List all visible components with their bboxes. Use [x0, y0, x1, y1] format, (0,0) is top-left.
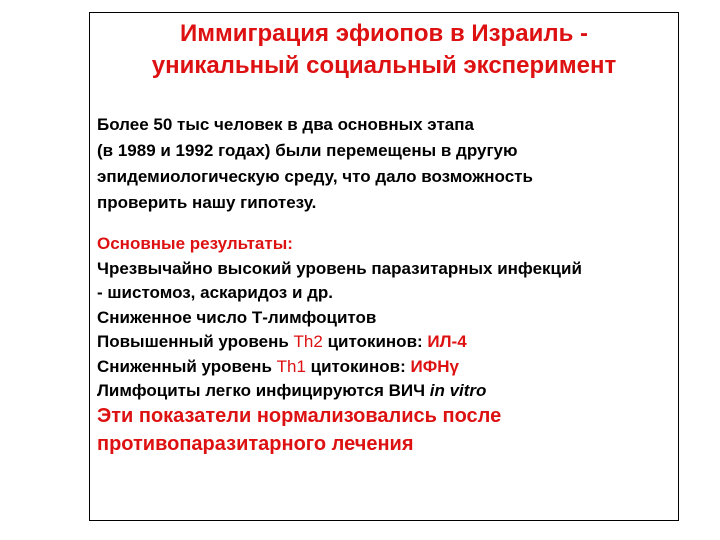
line5-middle: цитокинов: [305, 356, 411, 376]
intro-line-4: проверить нашу гипотезу. [97, 193, 317, 212]
results-heading: Основные результаты: [97, 234, 293, 253]
results-section [97, 232, 582, 404]
line4-middle: цитокинов: [322, 332, 428, 351]
results-line-1: Чрезвычайно высокий уровень паразитарных инфекций [97, 258, 582, 278]
results-line-3: Сниженное число Т-лимфоцитов [97, 307, 377, 327]
results-line-2: - шистомоз, аскаридоз и др. [97, 283, 334, 302]
in-vitro-label: in vitro [429, 381, 487, 400]
il4-label: ИЛ-4 [427, 332, 467, 351]
intro-line-3: эпидемиологическую среду, что дало возможность [97, 167, 533, 186]
title-line-2: уникальный социальный эксперимент [151, 52, 617, 79]
slide-title [92, 18, 676, 82]
line6-prefix: Лимфоциты легко инфицируются ВИЧ [97, 381, 430, 400]
line4-prefix: Повышенный уровень [97, 332, 294, 351]
ifn-label: ИФНγ [410, 356, 459, 376]
conclusion-line-1: Эти показатели нормализовались после [97, 405, 502, 427]
results-line-6 [97, 379, 582, 404]
conclusion [97, 402, 501, 458]
results-line-5 [97, 355, 582, 380]
line5-prefix: Сниженный уровень [97, 356, 277, 376]
th2-label: Th2 [293, 332, 323, 351]
results-line-4 [97, 330, 582, 355]
th1-label: Th1 [276, 356, 306, 376]
conclusion-line-2: противопаразитарного лечения [97, 433, 414, 455]
title-line-1: Иммиграция эфиопов в Израиль - [180, 20, 588, 47]
intro-paragraph [97, 112, 533, 216]
intro-line-1: Более 50 тыс человек в два основных этапа [97, 115, 474, 134]
intro-line-2: (в 1989 и 1992 годах) были перемещены в другую [97, 141, 518, 160]
